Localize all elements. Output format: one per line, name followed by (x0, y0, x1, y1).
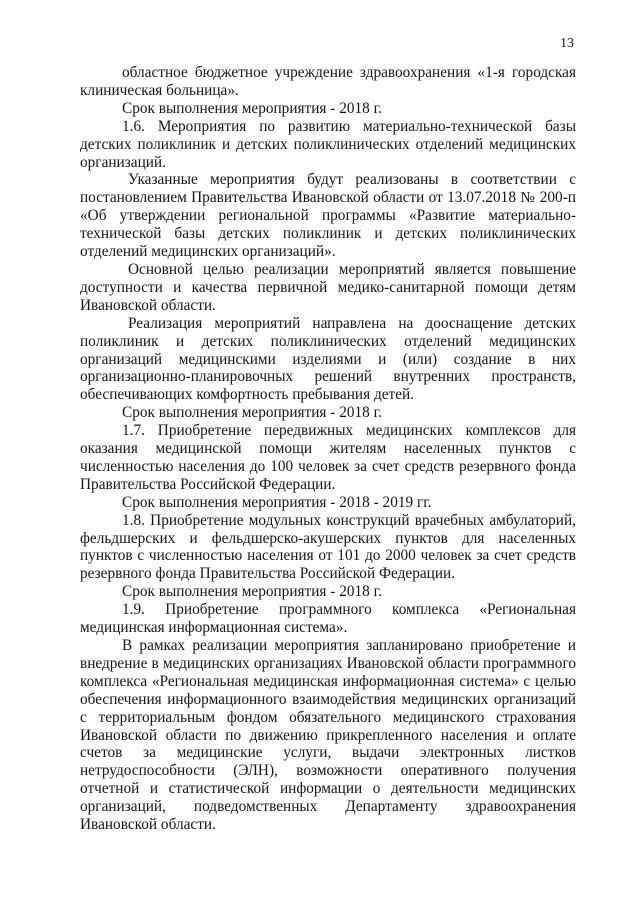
paragraph-measure-1-9: 1.9. Приобретение программного комплекса «Региональная медицинская информационная система». (80, 601, 576, 637)
paragraph-implementation-basis: Указанные мероприятия будут реализованы в соответствии с постановлением Правительства Ивановской области от 13.07.2018 № 200-п «Об утверждении региональной программы «Развитие материально-технической базы детских поликлиник и детских поликлинических отделений медицинских организаций». (80, 171, 576, 261)
paragraph-deadline-2018-a: Срок выполнения мероприятия - 2018 г. (122, 99, 382, 117)
paragraph-hospital-continuation: областное бюджетное учреждение здравоохранения «1-я городская клиническая больница». (80, 64, 576, 99)
paragraph-deadline-2018-c: Срок выполнения мероприятия - 2018 г. (122, 583, 382, 601)
paragraph-measure-1-8: 1.8. Приобретение модульных конструкций врачебных амбулаторий, фельдшерских и фельдшерско-акушерских пунктов для населенных пунктов с численностью населения от 101 до 2000 человек за счет средств резервного фонда Правительства Российской Федерации. (80, 511, 576, 583)
body-text (80, 64, 576, 834)
paragraph-deadline-2018-b: Срок выполнения мероприятия - 2018 г. (122, 404, 382, 422)
paragraph-measure-1-6: 1.6. Мероприятия по развитию материально-технической базы детских поликлиник и детских поликлинических отделений медицинских организаций. (80, 117, 576, 171)
paragraph-implementation-aim: Реализация мероприятий направлена на дооснащение детских поликлиник и детских поликлинических отделений медицинских организаций медицинскими изделиями и (или) создание в них организационно-планировочных решений внутренних пространств, обеспечивающих комфортность пребывания детей. (80, 314, 576, 404)
paragraph-rmis-description: В рамках реализации мероприятия запланировано приобретение и внедрение в медицинских организациях Ивановской области программного комплекса «Региональная медицинская информационная система» с целью обеспечения информационного взаимодействия медицинских организаций с территориальным фондом обязательного медицинского страхования Ивановской области по движению прикрепленного населения и оплате счетов за медицинские услуги, выдачи электронных листков нетрудоспособности (ЭЛН), возможности оперативного получения отчетной и статистической информации о деятельности медицинских организаций, подведомственных Департаменту здравоохранения Ивановской области. (80, 637, 576, 834)
paragraph-measure-1-7: 1.7. Приобретение передвижных медицинских комплексов для оказания медицинской помощи жителям населенных пунктов с численностью населения до 100 человек за счет средств резервного фонда Правительства Российской Федерации. (80, 422, 576, 493)
page-number: 13 (560, 36, 574, 51)
paragraph-main-goal: Основной целью реализации мероприятий является повышение доступности и качества первичной медико-санитарной помощи детям Ивановской области. (80, 260, 576, 314)
paragraph-deadline-2018-2019: Срок выполнения мероприятия - 2018 - 2019 гг. (122, 493, 432, 511)
